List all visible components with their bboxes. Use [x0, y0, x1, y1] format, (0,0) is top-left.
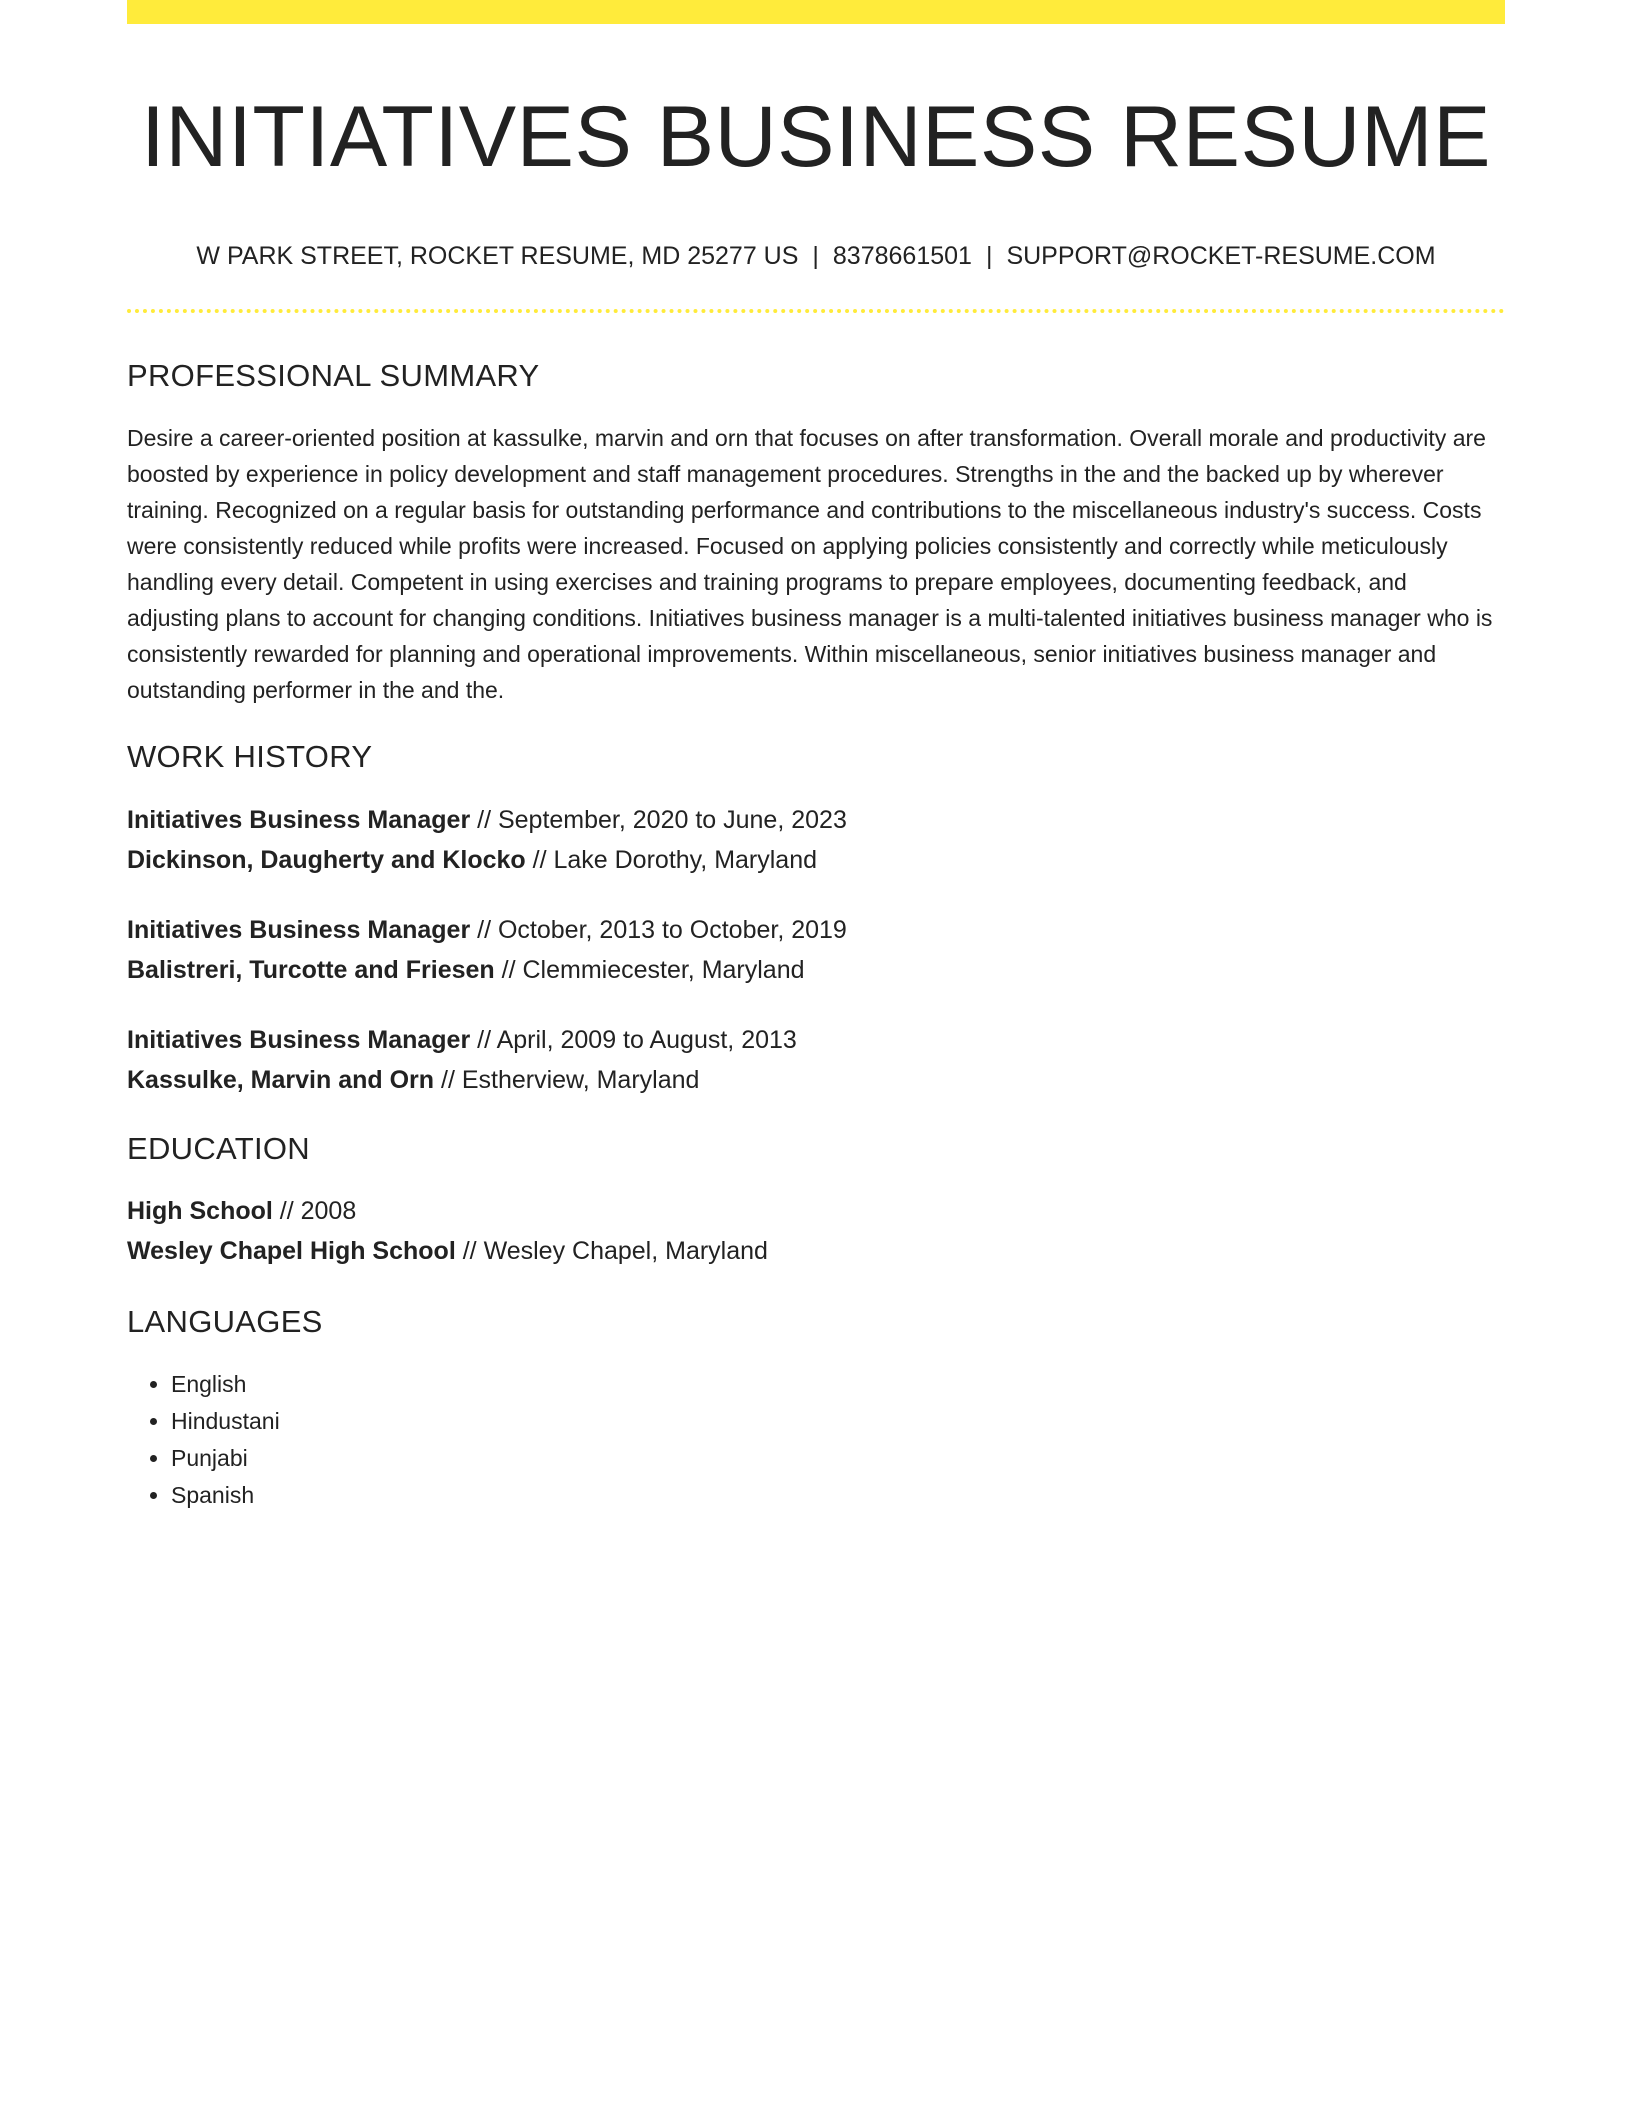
work-history-heading: WORK HISTORY: [127, 739, 373, 775]
education-entry: [127, 1191, 1505, 1271]
contact-separator: |: [985, 242, 993, 271]
summary-heading: PROFESSIONAL SUMMARY: [127, 358, 540, 394]
job-title: Initiatives Business Manager: [127, 915, 471, 944]
language-item: • Hindustani: [171, 1403, 1505, 1440]
job-dates: // October, 2013 to October, 2019: [470, 915, 847, 944]
education-degree-line: [127, 1191, 1505, 1231]
job-company: Kassulke, Marvin and Orn: [127, 1065, 435, 1094]
education-heading: EDUCATION: [127, 1130, 310, 1166]
contact-email: SUPPORT@ROCKET-RESUME.COM: [1006, 242, 1436, 271]
language-item: • English: [171, 1366, 1505, 1403]
education-school-line: [127, 1231, 1505, 1271]
job-title-line: [127, 800, 1505, 840]
job-title: Initiatives Business Manager: [127, 1025, 471, 1054]
resume-title: INITIATIVES BUSINESS RESUME: [141, 89, 1491, 185]
contact-phone: 8378661501: [832, 242, 972, 271]
job-company: Dickinson, Daugherty and Klocko: [127, 845, 526, 874]
job-entry: [127, 1020, 1505, 1100]
job-location: // Lake Dorothy, Maryland: [525, 845, 818, 874]
job-dates: // September, 2020 to June, 2023: [470, 805, 847, 834]
education-year: // 2008: [272, 1196, 357, 1225]
education-degree: High School: [127, 1196, 273, 1225]
job-dates: // April, 2009 to August, 2013: [470, 1025, 797, 1054]
job-entry: [127, 800, 1505, 880]
job-company-line: [127, 840, 1505, 880]
job-title-line: [127, 910, 1505, 950]
education-location: // Wesley Chapel, Maryland: [455, 1236, 768, 1265]
contact-address: W PARK STREET, ROCKET RESUME, MD 25277 US: [196, 242, 799, 271]
job-location: // Estherview, Maryland: [434, 1065, 700, 1094]
accent-top-bar: [127, 0, 1505, 24]
contact-line: [127, 241, 1505, 271]
job-title: Initiatives Business Manager: [127, 805, 471, 834]
summary-paragraph: Desire a career-oriented position at kassulke, marvin and orn that focuses on after transformation. Overall morale and productivity are boosted by experience in policy development and staff management procedures. Strengths in the and the backed up by wherever training. Recognized on a regular basis for outstanding performance and contributions to the miscellaneous industry's success. Costs were consistently reduced while profits were increased. Focused on applying policies consistently and correctly while meticulously handling every detail. Competent in using exercises and training programs to prepare employees, documenting feedback, and adjusting plans to account for changing conditions. Initiatives business manager is a multi-talented initiatives business manager who is consistently rewarded for planning and operational improvements. Within miscellaneous, senior initiatives business manager and outstanding performer in the and the.: [127, 425, 1493, 704]
resume-page: [127, 0, 1505, 1514]
education-school: Wesley Chapel High School: [127, 1236, 456, 1265]
language-item: • Punjabi: [171, 1440, 1505, 1477]
job-company-line: [127, 950, 1505, 990]
job-company-line: [127, 1060, 1505, 1100]
languages-heading: LANGUAGES: [127, 1303, 323, 1339]
job-company: Balistreri, Turcotte and Friesen: [127, 955, 495, 984]
job-entry: [127, 910, 1505, 990]
dotted-divider: [127, 309, 1505, 313]
job-title-line: [127, 1020, 1505, 1060]
contact-separator: |: [812, 242, 819, 271]
job-location: // Clemmiecester, Maryland: [494, 955, 805, 984]
languages-list: [127, 1366, 1505, 1514]
language-item: • Spanish: [171, 1477, 1505, 1514]
